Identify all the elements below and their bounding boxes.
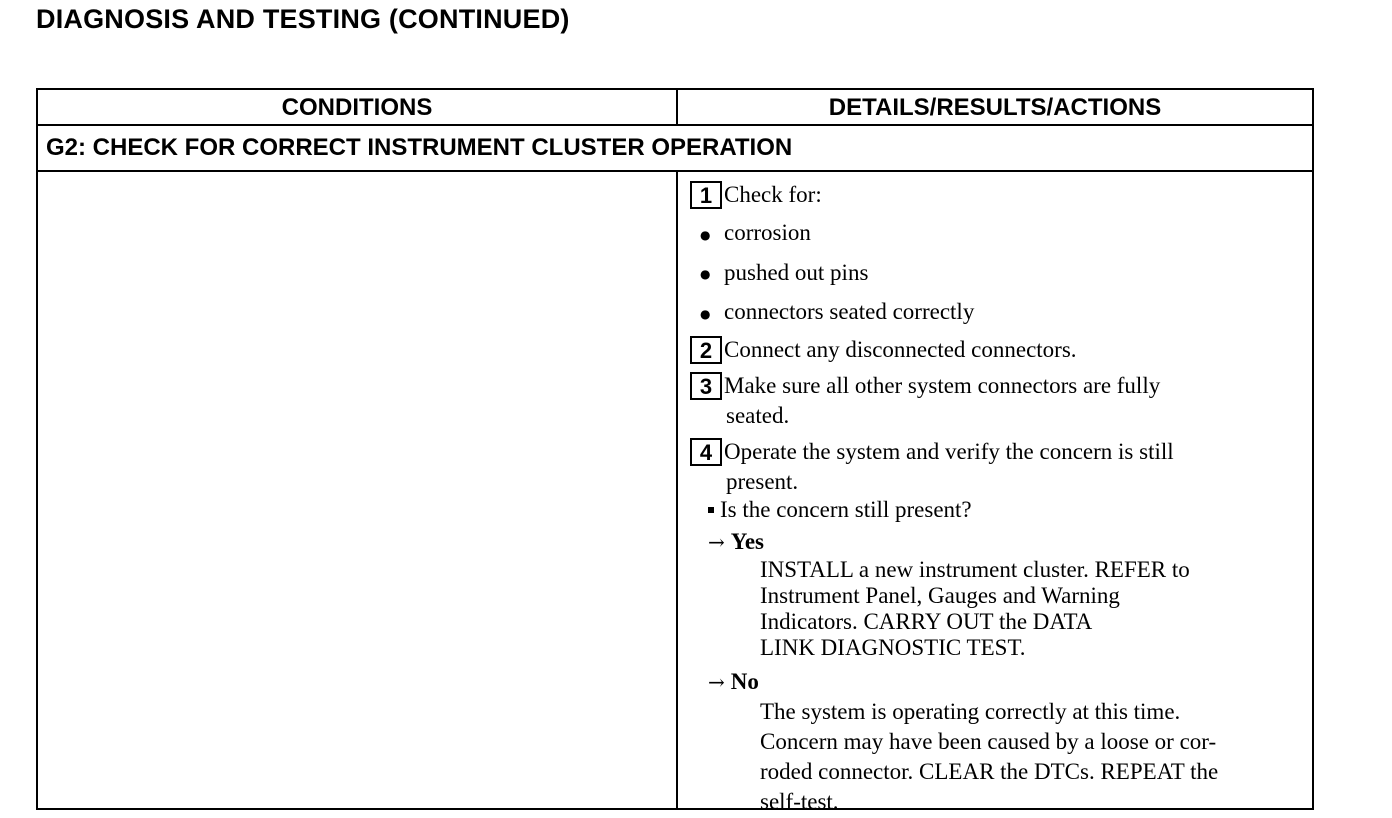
step-2-text: Connect any disconnected connectors. xyxy=(724,337,1077,363)
step-3-text: Make sure all other system connectors are fully xyxy=(724,373,1161,399)
step-number-3: 3 xyxy=(690,372,722,400)
step-1-text: Check for: xyxy=(724,182,822,207)
details-cell xyxy=(690,180,1308,817)
conditions-header: CONDITIONS xyxy=(38,90,678,124)
bullet-icon: ● xyxy=(700,307,711,322)
bullet-icon: ● xyxy=(700,227,711,242)
step-number-4: 4 xyxy=(690,438,722,466)
no-action-line: The system is operating correctly at this time. xyxy=(760,699,1181,725)
yes-action-line: INSTALL a new instrument cluster. REFER to xyxy=(760,557,1190,583)
step-number-2: 2 xyxy=(690,336,722,364)
details-header: DETAILS/RESULTS/ACTIONS xyxy=(828,94,1162,121)
step-number-1: 1 xyxy=(690,181,722,209)
yes-label: Yes xyxy=(730,529,764,555)
arrow-right-icon: → xyxy=(708,670,725,695)
table-body-row xyxy=(38,172,1312,815)
yes-action-line: Instrument Panel, Gauges and Warning xyxy=(760,583,1120,609)
bullet-icon: ● xyxy=(700,267,711,282)
no-label: No xyxy=(730,669,759,695)
arrow-right-icon: → xyxy=(708,530,725,555)
step-4-text: Operate the system and verify the concern is still xyxy=(724,439,1174,465)
step-4-continuation: present. xyxy=(726,469,799,495)
step-3-continuation: seated. xyxy=(726,403,790,429)
step-2 xyxy=(690,335,1308,365)
bullet-item xyxy=(690,297,1308,329)
table-header-row xyxy=(38,90,1312,126)
diagnosis-table xyxy=(36,88,1314,815)
bullet-text: connectors seated correctly xyxy=(724,299,975,325)
yes-action-line: LINK DIAGNOSTIC TEST. xyxy=(760,635,1026,661)
no-action-line: self-test. xyxy=(760,789,839,815)
step-title: G2: CHECK FOR CORRECT INSTRUMENT CLUSTER OPERATION xyxy=(46,134,793,161)
yes-action-line: Indicators. CARRY OUT the DATA xyxy=(760,609,1093,635)
question xyxy=(690,495,1308,525)
square-bullet-icon xyxy=(708,507,714,513)
no-action-line: Concern may have been caused by a loose or cor- xyxy=(760,729,1217,755)
step-1 xyxy=(690,180,1308,210)
bullet-item xyxy=(690,258,1308,290)
step-title-row xyxy=(38,126,1312,172)
question-text: Is the concern still present? xyxy=(720,497,972,523)
step-4 xyxy=(690,437,1308,467)
bullet-text: pushed out pins xyxy=(724,259,869,285)
bullet-text: corrosion xyxy=(724,220,811,245)
no-answer xyxy=(690,667,1308,697)
no-action-line: roded connector. CLEAR the DTCs. REPEAT the xyxy=(760,759,1219,785)
page-title: DIAGNOSIS AND TESTING (CONTINUED) xyxy=(36,4,570,34)
bullet-item xyxy=(690,218,1308,250)
step-3 xyxy=(690,371,1308,401)
column-divider xyxy=(676,172,678,808)
yes-answer xyxy=(690,527,1308,557)
